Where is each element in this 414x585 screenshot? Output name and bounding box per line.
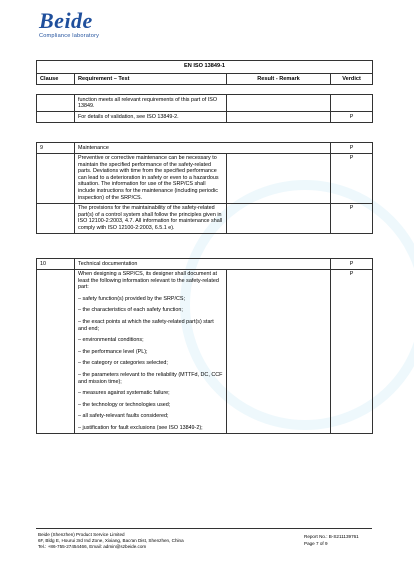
- requirement-intro: When designing a SRP/CS, its designer shall document at least the following information relevant to the safety-related part:: [78, 271, 219, 291]
- column-header-result: Result - Remark: [227, 74, 331, 85]
- clause-cell: [37, 269, 75, 434]
- footer-report-info: [304, 534, 359, 548]
- table-row: [37, 203, 373, 233]
- list-item: – the category or categories selected;: [78, 360, 168, 367]
- requirement-cell: The provisions for the maintainability of the safety-related part(s) of a control system shall follow the principles given in ISO 12100-2:2003, 4.7. All information for maintenance shall comply with ISO 12100-2:2003, 6.5.1 e).: [75, 203, 227, 233]
- list-item: – the technology or technologies used;: [78, 401, 171, 408]
- result-cell: [227, 153, 331, 203]
- column-header-requirement: Requirement – Test: [75, 74, 227, 85]
- result-cell: [227, 112, 331, 123]
- table-row: [37, 95, 373, 112]
- logo-wordmark: Beide: [39, 8, 93, 33]
- result-cell: [227, 203, 331, 233]
- list-item: – the exact points at which the safety-related part(s) start and end;: [78, 319, 214, 332]
- clause-cell: [37, 153, 75, 203]
- verdict-cell: P: [331, 153, 373, 203]
- maintenance-table: [36, 142, 373, 234]
- verdict-cell: [331, 95, 373, 112]
- requirement-cell: function meets all relevant requirements of this part of ISO 13849.: [75, 95, 227, 112]
- footer-contact: Tel.: +86-755-27454466, Email: admin@szbeide.com: [38, 544, 147, 549]
- list-item: – safety function(s) provided by the SRP/CS;: [78, 295, 185, 302]
- section-row: [37, 259, 373, 270]
- section-title: Maintenance: [75, 143, 331, 154]
- list-item: – measures against systematic failure;: [78, 390, 170, 397]
- requirement-cell: For details of validation, see ISO 13849-2.: [75, 112, 227, 123]
- company-logo: [39, 10, 99, 39]
- logo-tagline: Compliance laboratory: [39, 33, 100, 39]
- report-number: Report No.: B-S211139761: [304, 534, 359, 539]
- verdict-cell: P: [331, 112, 373, 123]
- continuation-table: [36, 94, 373, 123]
- requirement-cell: [75, 269, 227, 434]
- section-row: [37, 143, 373, 154]
- verdict-cell: P: [331, 203, 373, 233]
- list-item: – environmental conditions;: [78, 337, 144, 344]
- standard-header-table: [36, 60, 373, 85]
- column-header-clause: Clause: [37, 74, 75, 85]
- table-row: [37, 112, 373, 123]
- footer-company: Beide (Shenzhen) Product Service Limited: [38, 532, 125, 537]
- clause-cell: [37, 203, 75, 233]
- clause-number: 10: [37, 259, 75, 270]
- footer-divider: [36, 528, 372, 529]
- verdict-cell: P: [331, 143, 373, 154]
- standard-title: EN ISO 13849-1: [37, 61, 373, 74]
- footer-address: 6F, Bldg E, Hourui 3rd Ind Zone, Xixiang, Bao'an Dist, Shenzhen, China: [38, 538, 184, 543]
- requirement-cell: Preventive or corrective maintenance can be necessary to maintain the specified performance of the safety-related parts. Deviations with time from the specified performance can lead to a deterioration in safety or even to a hazardous situation. The information for use of the SRP/CS shall include instructions for the maintenance (including periodic inspection) of the SRP/CS.: [75, 153, 227, 203]
- clause-number: 9: [37, 143, 75, 154]
- section-title: Technical documentation: [75, 259, 331, 270]
- list-item: – justification for fault exclusions (see ISO 13849-2);: [78, 425, 203, 431]
- footer-company-info: [38, 532, 184, 550]
- result-cell: [227, 269, 331, 434]
- table-row: [37, 153, 373, 203]
- clause-cell: [37, 95, 75, 112]
- list-item: – the parameters relevant to the reliability (MTTFd, DC, CCF and mission time);: [78, 372, 223, 385]
- list-item: – the performance level (PL);: [78, 348, 148, 355]
- page-number: Page 7 of 9: [304, 540, 328, 546]
- verdict-cell: P: [331, 269, 373, 434]
- verdict-cell: P: [331, 259, 373, 270]
- table-row: [37, 269, 373, 434]
- clause-cell: [37, 112, 75, 123]
- list-item: – all safety-relevant faults considered;: [78, 413, 169, 420]
- result-cell: [227, 95, 331, 112]
- list-item: – the characteristics of each safety function;: [78, 307, 183, 314]
- column-header-verdict: Verdict: [331, 74, 373, 85]
- technical-documentation-table: [36, 258, 373, 434]
